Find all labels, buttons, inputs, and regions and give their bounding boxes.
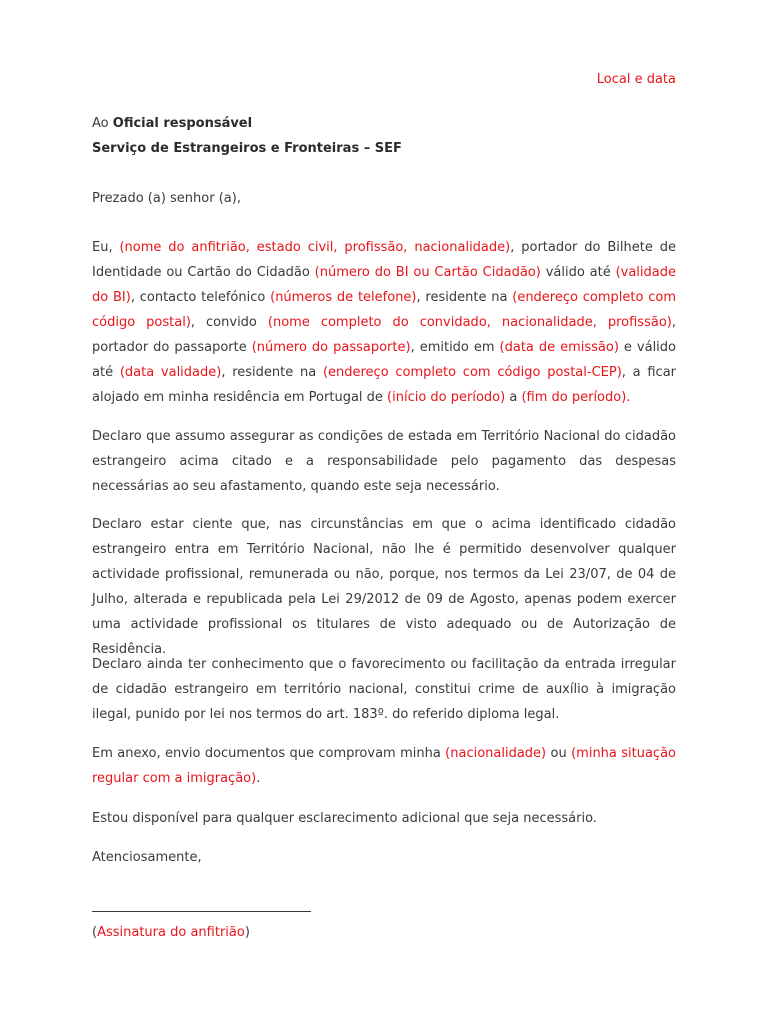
paragraph-availability: Estou disponível para qualquer esclarecimento adicional que seja necessário. [92, 811, 597, 826]
guest-details-placeholder: (nome completo do convidado, nacionalidade, profissão) [267, 315, 672, 330]
recipient-line [92, 111, 676, 136]
p5-text-3: . [256, 771, 261, 786]
period-start-placeholder: (início do período) [387, 390, 506, 405]
immigration-status-placeholder: (minha situação regular com a imigração) [92, 746, 677, 786]
signature-line [92, 911, 311, 912]
issue-date-placeholder: (data de emissão) [499, 340, 619, 355]
p1-text-8: , emitido em [410, 340, 495, 355]
host-address-placeholder: (endereço completo com código postal) [92, 290, 676, 330]
id-validity-placeholder: (validade do BI) [92, 265, 677, 305]
id-number-placeholder: (número do BI ou Cartão Cidadão) [314, 265, 541, 280]
p1-text-1: Eu, [92, 240, 113, 255]
p5-text-2: ou [550, 746, 567, 761]
closing: Atenciosamente, [92, 850, 202, 865]
p1-text-5: , residente na [416, 290, 508, 305]
p1-text-7: , portador do passaporte [92, 315, 676, 355]
guest-address-placeholder: (endereço completo com código postal-CEP) [322, 365, 622, 380]
p1-text-9: e válido até [92, 340, 676, 380]
signature-close-paren: ) [244, 925, 250, 940]
phone-placeholder: (números de telefone) [270, 290, 417, 305]
p5-text-1: Em anexo, envio documentos que comprovam minha [92, 746, 441, 761]
paragraph-work-restriction: Declaro estar ciente que, nas circunstâncias em que o acima identificado cidadão estrangeiro entra em Território Nacional, não lhe é permitido desenvolver qualquer actividade profissional, remunerada ou não, porque, nos termos da Lei 23/07, de 04 de Julho, alterada e republicada pela Lei 29/2012 de 09 de Agosto, apenas podem exercer uma actividade profissional os titulares de visto adequado ou de Autorização de Residência. [92, 517, 676, 657]
recipient-ao: Ao [92, 116, 109, 131]
period-end-placeholder: (fim do período). [521, 390, 631, 405]
paragraph-legal-notice: Declaro ainda ter conhecimento que o favorecimento ou facilitação da entrada irregular de cidadão estrangeiro em território nacional, constitui crime de auxílio à imigração ilegal, punido por lei nos termos do art. 183º. do referido diploma legal. [92, 657, 676, 722]
salutation: Prezado (a) senhor (a), [92, 191, 241, 206]
p1-text-4: , contacto telefónico [130, 290, 266, 305]
p1-text-3: válido até [545, 265, 611, 280]
p1-text-10: , residente na [221, 365, 317, 380]
recipient-service: Serviço de Estrangeiros e Fronteiras – SEF [92, 141, 402, 156]
passport-number-placeholder: (número do passaporte) [251, 340, 411, 355]
place-and-date: Local e data [596, 72, 676, 87]
paragraph-attachments [92, 741, 676, 791]
passport-validity-placeholder: (data validade) [119, 365, 222, 380]
nationality-placeholder: (nacionalidade) [445, 746, 547, 761]
p1-text-12: a [509, 390, 518, 405]
signature-open-paren: ( [92, 925, 98, 940]
recipient-official: Oficial responsável [112, 116, 253, 131]
p1-text-2: , portador do Bilhete de Identidade ou Cartão do Cidadão [92, 240, 676, 280]
signature-placeholder: Assinatura do anfitrião [97, 925, 245, 940]
paragraph-responsibility: Declaro que assumo assegurar as condições de estada em Território Nacional do cidadão estrangeiro acima citado e a responsabilidade pelo pagamento das despesas necessárias ao seu afastamento, quando este seja necessário. [92, 429, 676, 494]
p1-text-11: , a ficar alojado em minha residência em Portugal de [92, 365, 677, 405]
host-details-placeholder: (nome do anfitrião, estado civil, profissão, nacionalidade) [119, 240, 511, 255]
paragraph-identification [92, 235, 676, 410]
p1-text-6: , convido [190, 315, 257, 330]
signature-caption [92, 920, 676, 945]
